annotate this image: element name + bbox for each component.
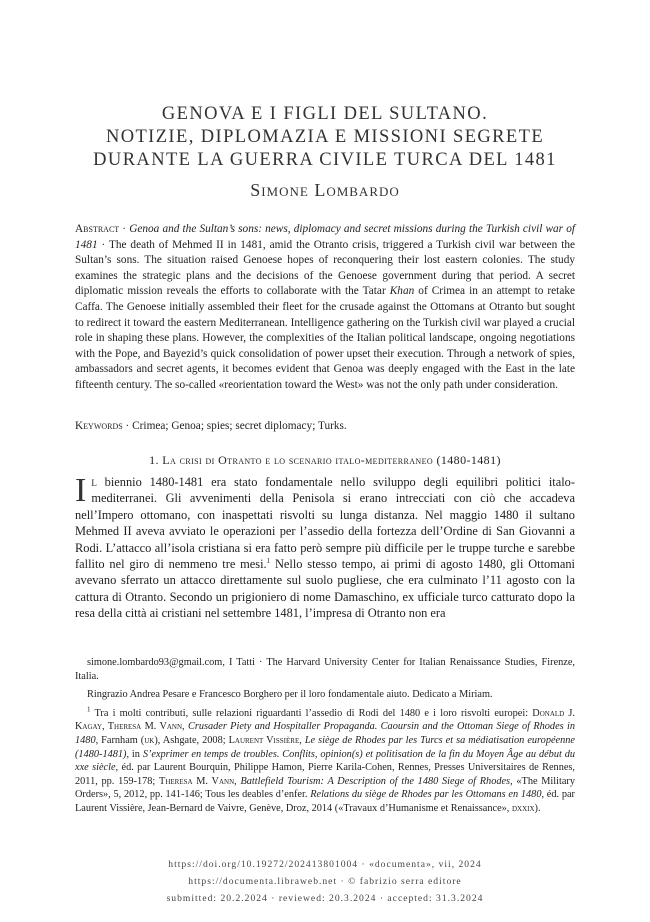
- abstract-separator: ·: [119, 223, 130, 235]
- acknowledgements: Ringrazio Andrea Pesare e Francesco Borghero per il loro fondamentale aiuto. Dedicato a Miriam.: [87, 689, 493, 701]
- author-affiliation: simone.lombardo93@gmail.com, I Tatti · The Harvard University Center for Italian Renaissance Studies, Firenze, Italia.: [75, 657, 575, 682]
- abstract: [75, 222, 575, 394]
- footnote-number: 1: [87, 705, 91, 714]
- footnote-reference[interactable]: 1: [266, 556, 271, 565]
- footnote-text: , in: [126, 748, 143, 760]
- body-text-part2: Nello stesso tempo, ai primi di agosto 1480, gli Ottomani avevano sferrato un attacco direttamente sul suolo pugliese, che era culminato l’11 agosto con la cattura di Otranto. Secondo un prigioniero di nome Damaschino, ex ufficiale turco catturato dopo la resa della città ai cristiani nel settembre 1481, l’impresa di Otranto non era: [75, 557, 576, 621]
- footnote-work-title: Relations du siège de Rhodes par les Ottomans en 1480: [310, 789, 542, 801]
- footnote-text: Tra i molti contributi, sulle relazioni riguardanti l’assedio di Rodi del 1480 e i loro risvolti europei:: [90, 707, 533, 719]
- footnote-work-title: Battlefield Tourism: A Description of the 1480 Siege of Rhodes: [240, 775, 511, 787]
- website-line[interactable]: https://documenta.libraweb.net · © fabrizio serra editore: [188, 876, 462, 887]
- body-paragraph: [75, 474, 575, 622]
- footnote-work-title: Crusader Piety and Hospitaller Propaganda. Caoursin and the Ottoman Siege of Rhodes in 1480: [75, 721, 575, 746]
- abstract-text-continued: of Crimea in an attempt to retake Caffa. The Genoese initially assembled their fleet for the crusade against the Ottomans at Otranto but sought to redirect it toward the eastern Mediterranean. Intelligence gathering on the Turkish civil war played a crucial role in shaping these plans. However, the complexities of the Italian political landscape, ongoing negotiations with the Pope, and Bayezid’s quick consolidation of power upset their execution. Through a network of spies, ambassadors and secret agents, it becomes evident that Genoa was deeply engaged with the East in the late fifteenth century. The so-called «reorientation toward the West» was not the only path under consideration.: [75, 285, 575, 391]
- footnote-text: ,: [299, 734, 305, 746]
- abstract-text: · The death of Mehmed II in 1481, amid the Otranto crisis, triggered a Turkish civil war between the Sultan’s sons. The situation raised Genoese hopes of reconquering their lost eastern colonies. The study examines the strategic plans and the decisions of the Genoese government during that period. A secret diplomatic mission reveals the efforts to collaborate with the Tatar: [75, 238, 575, 298]
- abstract-label: Abstract: [75, 223, 120, 235]
- title-line: GENOVA E I FIGLI DEL SULTANO.: [161, 104, 489, 124]
- page-footer: [60, 856, 590, 907]
- footnote-text: ,: [234, 775, 241, 787]
- first-word-rest: l: [91, 475, 97, 489]
- footnote-text: , éd. par Laurent Bourquin, Philippe Hamon, Pierre Karila-Cohen, Rennes, Presses Universitaires de Rennes, 2011, pp. 159-178;: [75, 762, 576, 787]
- footnote-text: , Farnham (: [95, 734, 145, 746]
- dates-line: submitted: 20.2.2024 · reviewed: 20.3.2024 · accepted: 31.3.2024: [166, 893, 484, 904]
- body-text-part1: biennio 1480-1481 era stato fondamentale nello sviluppo degli equilibri politici italo-mediterranei. Gli avvenimenti della Penisola si erano intrecciati con ciò che accadeva nell’Impero ottomano, con inaspettati risvolti su lunga distanza. Nel maggio 1480 il sultano Mehmed II aveva avviato le operazioni per l’assedio della fortezza dell’Ordine di San Giovanni a Rodi. L’attacco all’isola cristiana si era fatto però sempre più difficile per le truppe turche e sarebbe fallito nel giro di nemmeno tre mesi.: [75, 475, 575, 572]
- abstract-english-title: Genoa and the Sultan’s sons: news, diplomacy and secret missions during the Turkish civil war of 1481: [75, 223, 575, 251]
- footnote-text: ).: [534, 802, 541, 814]
- footnote-author: Donald J. Kagay, Theresa M. Vann: [75, 707, 576, 733]
- doi-line[interactable]: https://doi.org/10.19272/202413801004 · «documenta», vii, 2024: [168, 859, 482, 870]
- keywords: [75, 419, 575, 434]
- article-title: [60, 103, 590, 172]
- footnote-text: dxxix: [511, 802, 535, 814]
- author-name: Simone Lombardo: [250, 180, 400, 200]
- title-line: DURANTE LA GUERRA CIVILE TURCA DEL 1481: [93, 150, 557, 170]
- footnote-text: , éd. par Laurent Vissière, Jean-Bernard de Vaivre, Genève, Droz, 2014 («Travaux d’Humanisme et Renaissance»,: [75, 789, 575, 814]
- footnote-text: , «The Military Orders», 5, 2012, pp. 141-146; Tous les deables d’enfer.: [75, 775, 576, 801]
- footnote-author: Theresa M. Vann: [159, 775, 235, 787]
- section-heading: 1. La crisi di Otranto e lo scenario italo-mediterraneo (1480-1481): [149, 453, 501, 467]
- footnote-text: ,: [182, 721, 188, 733]
- footnote-author: Laurent Vissière: [228, 734, 300, 746]
- footnote-text: uk: [144, 734, 155, 746]
- keywords-label: Keywords: [75, 420, 123, 432]
- title-line: NOTIZIE, DIPLOMAZIA E MISSIONI SEGRETE: [105, 127, 545, 147]
- keywords-text: · Crimea; Genoa; spies; secret diplomacy; Turks.: [122, 420, 347, 432]
- footnote-1: [75, 707, 575, 816]
- footnotes: [75, 656, 575, 821]
- drop-cap: I: [75, 472, 87, 509]
- footnote-work-title: S’exprimer en temps de troubles. Conflits, opinion(s) et politisation de la fin du Moyen Âge au début du xxe siècle: [75, 748, 575, 774]
- footnote-work-title: Le siège de Rhodes par les Turcs et sa médiatisation européenne (1480-1481): [75, 734, 575, 760]
- footnote-text: ), Ashgate, 2008;: [154, 734, 229, 746]
- abstract-khan: Khan: [389, 285, 415, 298]
